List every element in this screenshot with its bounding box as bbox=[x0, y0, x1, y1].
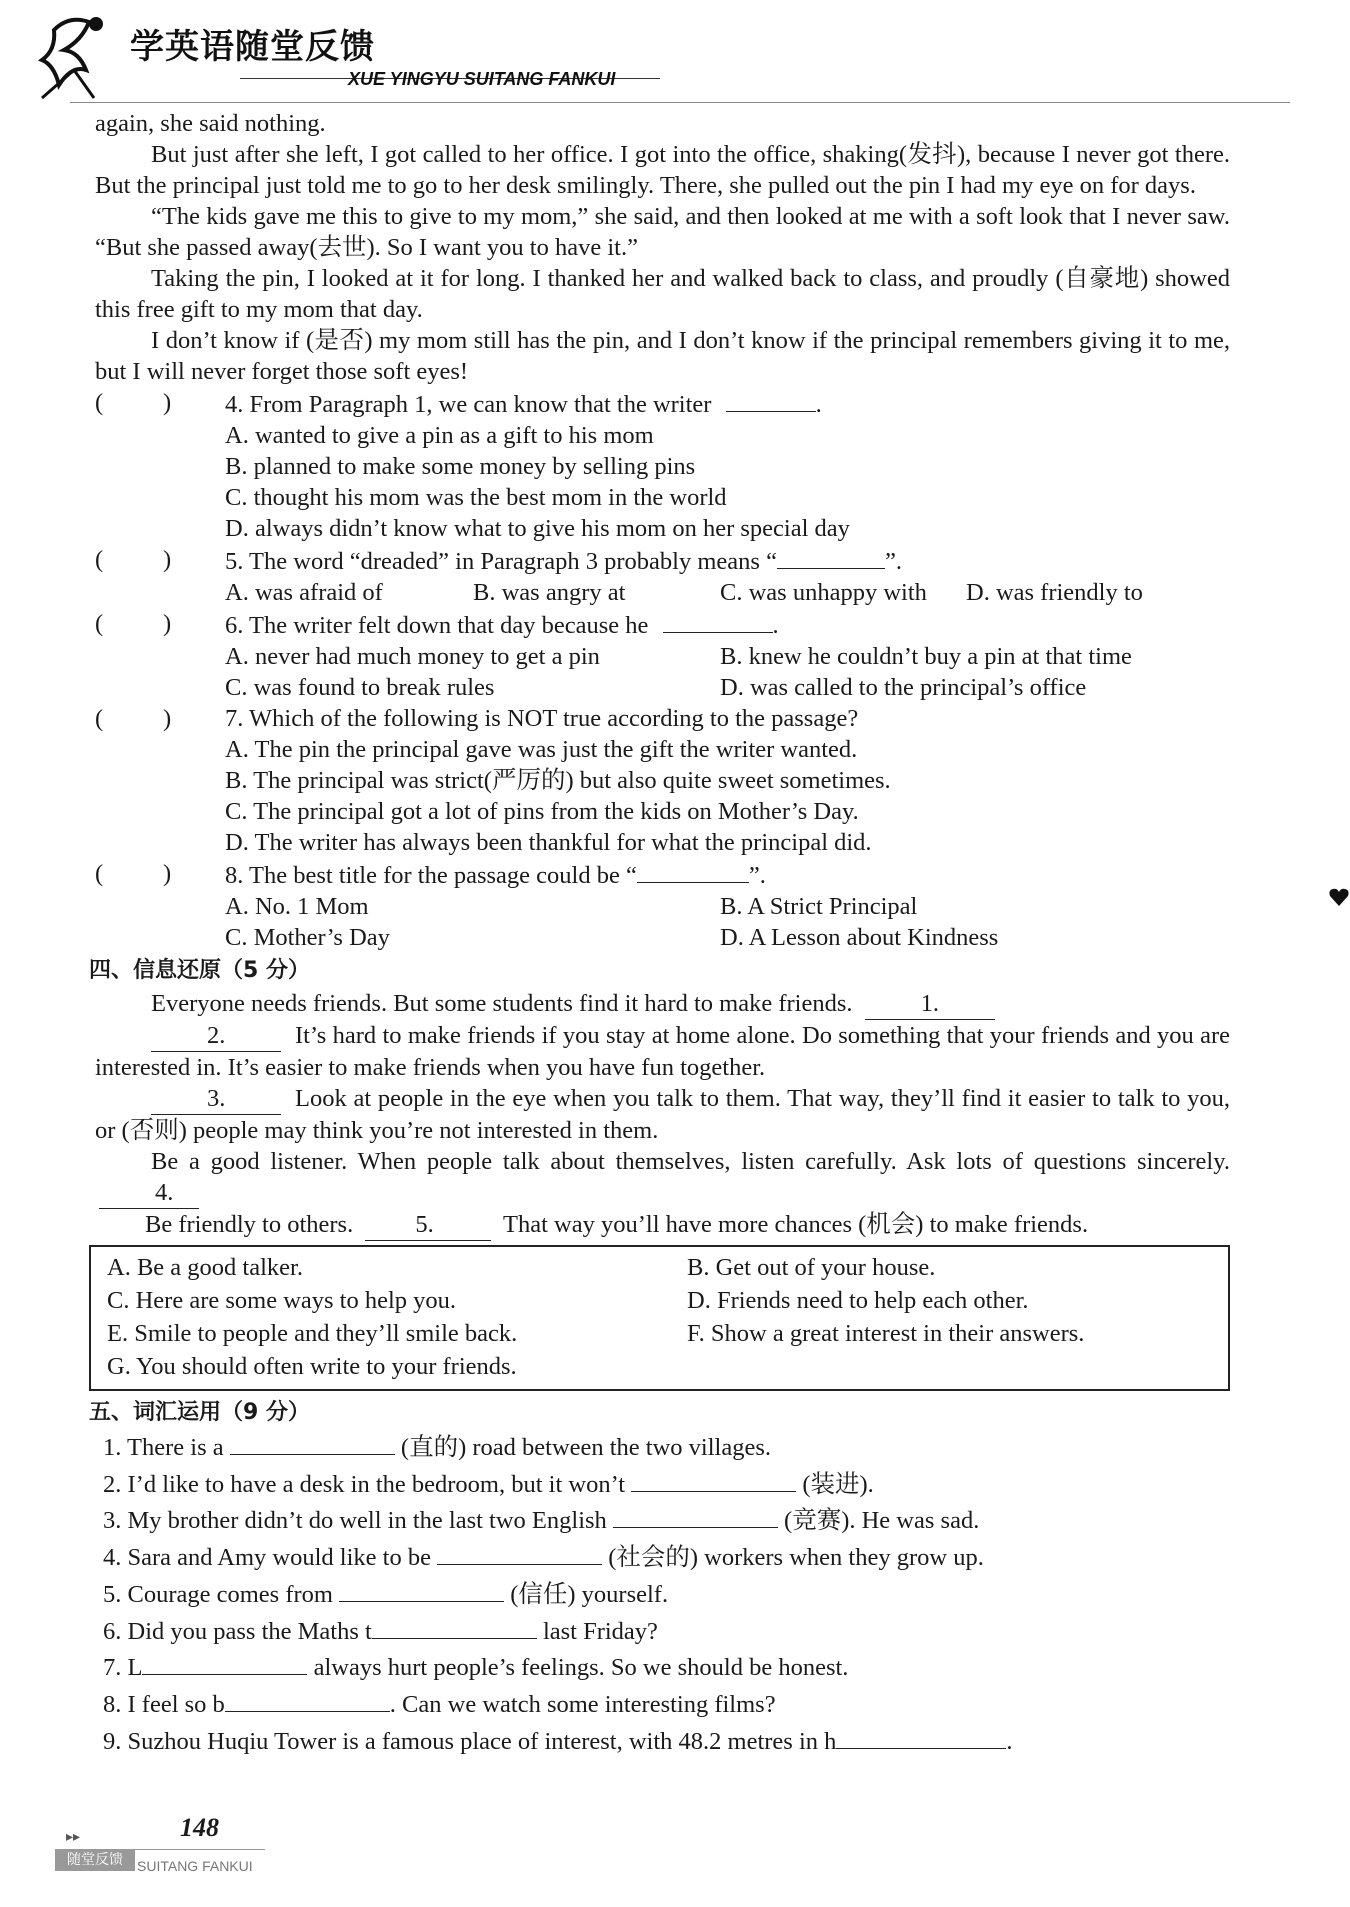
info-text: Look at people in the eye when you talk to them. That way, they’ll find it easier to talk to you, or (否则) people may think you’re not interested in them. bbox=[95, 1085, 1230, 1144]
vocab-text: 8. I feel so b bbox=[103, 1690, 225, 1718]
vocab-blank[interactable] bbox=[339, 1577, 504, 1602]
blank-number: 3. bbox=[207, 1085, 226, 1112]
info-text: Be friendly to others. bbox=[145, 1211, 354, 1238]
passage-paragraph: “The kids gave me this to give to my mom,” she said, and then looked at me with a soft look that I never saw. “But she passed away(去世). So I want you to have it.” bbox=[95, 203, 1230, 261]
option-row bbox=[95, 672, 1230, 703]
option-row bbox=[95, 922, 1230, 953]
answer-paren-close: ) bbox=[163, 860, 172, 887]
vocab-blank[interactable] bbox=[613, 1503, 778, 1528]
option: B. planned to make some money by selling pins bbox=[225, 453, 696, 480]
vocab-blank[interactable] bbox=[142, 1650, 307, 1675]
blank-2[interactable] bbox=[151, 1020, 281, 1052]
option: A. wanted to give a pin as a gift to his mom bbox=[225, 422, 654, 449]
blank-4[interactable] bbox=[99, 1177, 199, 1209]
option: A. was afraid of bbox=[225, 579, 383, 606]
heart-icon bbox=[1328, 886, 1350, 908]
info-text: That way you’ll have more chances (机会) to make friends. bbox=[503, 1211, 1089, 1238]
question-stem: 8. The best title for the passage could be “ bbox=[225, 862, 637, 889]
vocab-text: . bbox=[1006, 1727, 1013, 1755]
info-text: Be a good listener. When people talk about themselves, listen carefully. Ask lots of questions sincerely. bbox=[151, 1148, 1230, 1175]
options-row bbox=[91, 1350, 1228, 1383]
section-4-title: 四、信息还原（5 分） bbox=[89, 958, 310, 983]
answer-blank[interactable] bbox=[663, 608, 773, 633]
question-stem: 7. Which of the following is NOT true according to the passage? bbox=[225, 705, 859, 732]
vocab-item bbox=[95, 1503, 1230, 1540]
vocab-blank[interactable] bbox=[372, 1614, 537, 1639]
vocab-text: (直的) road between the two villages. bbox=[394, 1434, 772, 1461]
question-stem-end: . bbox=[772, 612, 779, 639]
question-4 bbox=[95, 387, 1230, 420]
blank-number: 4. bbox=[155, 1179, 174, 1206]
vocab-text: 4. Sara and Amy would like to be bbox=[103, 1544, 438, 1572]
vocab-blank[interactable] bbox=[631, 1467, 796, 1492]
vocab-text: (社会的) workers when they grow up. bbox=[602, 1544, 984, 1572]
page-number: 148 bbox=[180, 1813, 219, 1842]
option: A. The pin the principal gave was just the gift the writer wanted. bbox=[225, 736, 858, 763]
vocab-text: 2. I’d like to have a desk in the bedroom, but it won’t bbox=[103, 1470, 632, 1498]
blank-number: 5. bbox=[415, 1211, 434, 1238]
question-7 bbox=[95, 703, 1230, 734]
info-text: Everyone needs friends. But some students find it hard to make friends. bbox=[151, 990, 853, 1017]
info-paragraph bbox=[95, 1020, 1230, 1083]
question-stem: 5. The word “dreaded” in Paragraph 3 probably means “ bbox=[225, 548, 777, 575]
info-text: It’s hard to make friends if you stay at home alone. Do something that your friends and you are interested in. It’s easier to make friends when you have fun together. bbox=[95, 1022, 1230, 1081]
answer-blank[interactable] bbox=[637, 858, 749, 883]
vocab-text: (装进). bbox=[796, 1470, 874, 1498]
option: C. was unhappy with bbox=[720, 579, 927, 606]
answer-paren-open: ( bbox=[95, 860, 104, 887]
question-stem-end: ”. bbox=[884, 548, 902, 575]
blank-3[interactable] bbox=[151, 1083, 281, 1115]
footer-label-cn: 随堂反馈 bbox=[55, 1849, 135, 1871]
vocab-text: 5. Courage comes from bbox=[103, 1580, 340, 1608]
section-5-title: 五、词汇运用（9 分） bbox=[89, 1400, 310, 1425]
option: A. No. 1 Mom bbox=[225, 893, 369, 920]
vocab-item bbox=[95, 1650, 1230, 1687]
passage-paragraph: But just after she left, I got called to her office. I got into the office, shaking(发抖), because I never got there. But the principal just told me to go to her desk smilingly. There, she pulled out the pin I had my eye on for days. bbox=[95, 141, 1230, 199]
passage-paragraph: Taking the pin, I looked at it for long. I thanked her and walked back to class, and proudly (自豪地) showed this free gift to my mom that day. bbox=[95, 265, 1230, 323]
vocab-text: 3. My brother didn’t do well in the last two English bbox=[103, 1507, 613, 1535]
vocab-text: last Friday? bbox=[536, 1617, 658, 1645]
vocab-blank[interactable] bbox=[230, 1430, 395, 1455]
option: C. Mother’s Day bbox=[225, 924, 390, 951]
answer-paren-close: ) bbox=[163, 705, 172, 732]
vocab-text: always hurt people’s feelings. So we should be honest. bbox=[307, 1654, 849, 1682]
option: A. never had much money to get a pin bbox=[225, 643, 600, 670]
options-row bbox=[91, 1251, 1228, 1284]
option: B. The principal was strict(严厉的) but also quite sweet sometimes. bbox=[225, 767, 891, 794]
option: B. was angry at bbox=[473, 579, 626, 606]
footer-arrows: ▸▸ bbox=[66, 1829, 81, 1845]
header-title-en: XUE YINGYU SUITANG FANKUI bbox=[348, 69, 616, 89]
answer-paren-close: ) bbox=[163, 610, 172, 637]
header-rule bbox=[70, 102, 1290, 103]
answer-paren-close: ) bbox=[163, 389, 172, 416]
blank-number: 1. bbox=[920, 990, 939, 1017]
option: D. The writer has always been thankful for what the principal did. bbox=[225, 829, 872, 856]
options-box bbox=[89, 1245, 1230, 1391]
options-row bbox=[91, 1317, 1228, 1350]
page-content bbox=[89, 108, 1230, 1760]
passage-paragraph: again, she said nothing. bbox=[95, 110, 326, 137]
answer-blank[interactable] bbox=[777, 544, 885, 569]
question-8 bbox=[95, 858, 1230, 891]
vocab-item bbox=[95, 1724, 1230, 1761]
option: C. thought his mom was the best mom in the world bbox=[225, 484, 727, 511]
vocab-text: 7. L bbox=[103, 1654, 143, 1682]
option-row bbox=[95, 891, 1230, 922]
answer-paren-close: ) bbox=[163, 546, 172, 573]
info-paragraph bbox=[95, 1083, 1230, 1146]
option: C. was found to break rules bbox=[225, 674, 495, 701]
header-title-cn: 学英语随堂反馈 bbox=[130, 27, 375, 67]
question-stem: 4. From Paragraph 1, we can know that the writer bbox=[225, 391, 712, 418]
answer-blank[interactable] bbox=[726, 387, 816, 412]
option: D. always didn’t know what to give his mom on her special day bbox=[225, 515, 850, 542]
option: C. The principal got a lot of pins from the kids on Mother’s Day. bbox=[225, 798, 859, 825]
vocab-item bbox=[95, 1430, 1230, 1467]
option-row bbox=[95, 577, 1230, 608]
options-row bbox=[91, 1284, 1228, 1317]
footer-label-en: SUITANG FANKUI bbox=[137, 1858, 253, 1874]
option: D. Friends need to help each other. bbox=[687, 1287, 1029, 1314]
blank-5[interactable] bbox=[365, 1209, 491, 1241]
vocab-text: (信任) yourself. bbox=[504, 1580, 669, 1608]
info-paragraph bbox=[95, 1146, 1230, 1209]
vocab-item bbox=[95, 1540, 1230, 1577]
option: E. Smile to people and they’ll smile back. bbox=[107, 1320, 518, 1347]
vocab-item bbox=[95, 1467, 1230, 1504]
page-header bbox=[30, 6, 1290, 106]
answer-paren-open: ( bbox=[95, 389, 104, 416]
vocab-blank[interactable] bbox=[437, 1540, 602, 1565]
runner-logo-icon bbox=[34, 10, 124, 102]
answer-paren-open: ( bbox=[95, 705, 104, 732]
question-6 bbox=[95, 608, 1230, 641]
vocab-text: . Can we watch some interesting films? bbox=[389, 1690, 776, 1718]
vocab-text: 6. Did you pass the Maths t bbox=[103, 1617, 372, 1645]
info-paragraph bbox=[95, 1209, 1230, 1241]
answer-paren-open: ( bbox=[95, 610, 104, 637]
vocab-item bbox=[95, 1614, 1230, 1651]
option-row bbox=[95, 641, 1230, 672]
option: D. was friendly to bbox=[966, 579, 1143, 606]
vocab-item bbox=[95, 1577, 1230, 1614]
question-stem-end: . bbox=[815, 391, 822, 418]
question-5 bbox=[95, 544, 1230, 577]
option: A. Be a good talker. bbox=[107, 1254, 303, 1281]
vocab-text: 9. Suzhou Huqiu Tower is a famous place of interest, with 48.2 metres in h bbox=[103, 1727, 837, 1755]
blank-number: 2. bbox=[207, 1022, 226, 1049]
passage-paragraph: I don’t know if (是否) my mom still has the pin, and I don’t know if the principal remembers giving it to me, but I will never forget those soft eyes! bbox=[95, 327, 1230, 385]
answer-paren-open: ( bbox=[95, 546, 104, 573]
vocab-text: 1. There is a bbox=[103, 1434, 230, 1461]
vocab-blank[interactable] bbox=[836, 1724, 1006, 1749]
question-stem-end: ”. bbox=[748, 862, 766, 889]
option: B. Get out of your house. bbox=[687, 1254, 936, 1281]
option: F. Show a great interest in their answers. bbox=[687, 1320, 1085, 1347]
blank-1[interactable] bbox=[865, 988, 995, 1020]
question-stem: 6. The writer felt down that day because he bbox=[225, 612, 649, 639]
option: D. A Lesson about Kindness bbox=[720, 924, 999, 951]
vocab-text: (竞赛). He was sad. bbox=[777, 1507, 980, 1535]
option: B. A Strict Principal bbox=[720, 893, 918, 920]
option: B. knew he couldn’t buy a pin at that time bbox=[720, 643, 1132, 670]
vocab-item bbox=[95, 1687, 1230, 1724]
option: G. You should often write to your friends. bbox=[107, 1353, 517, 1380]
option: D. was called to the principal’s office bbox=[720, 674, 1087, 701]
option: C. Here are some ways to help you. bbox=[107, 1287, 457, 1314]
info-paragraph bbox=[95, 988, 1230, 1020]
vocab-blank[interactable] bbox=[225, 1687, 390, 1712]
